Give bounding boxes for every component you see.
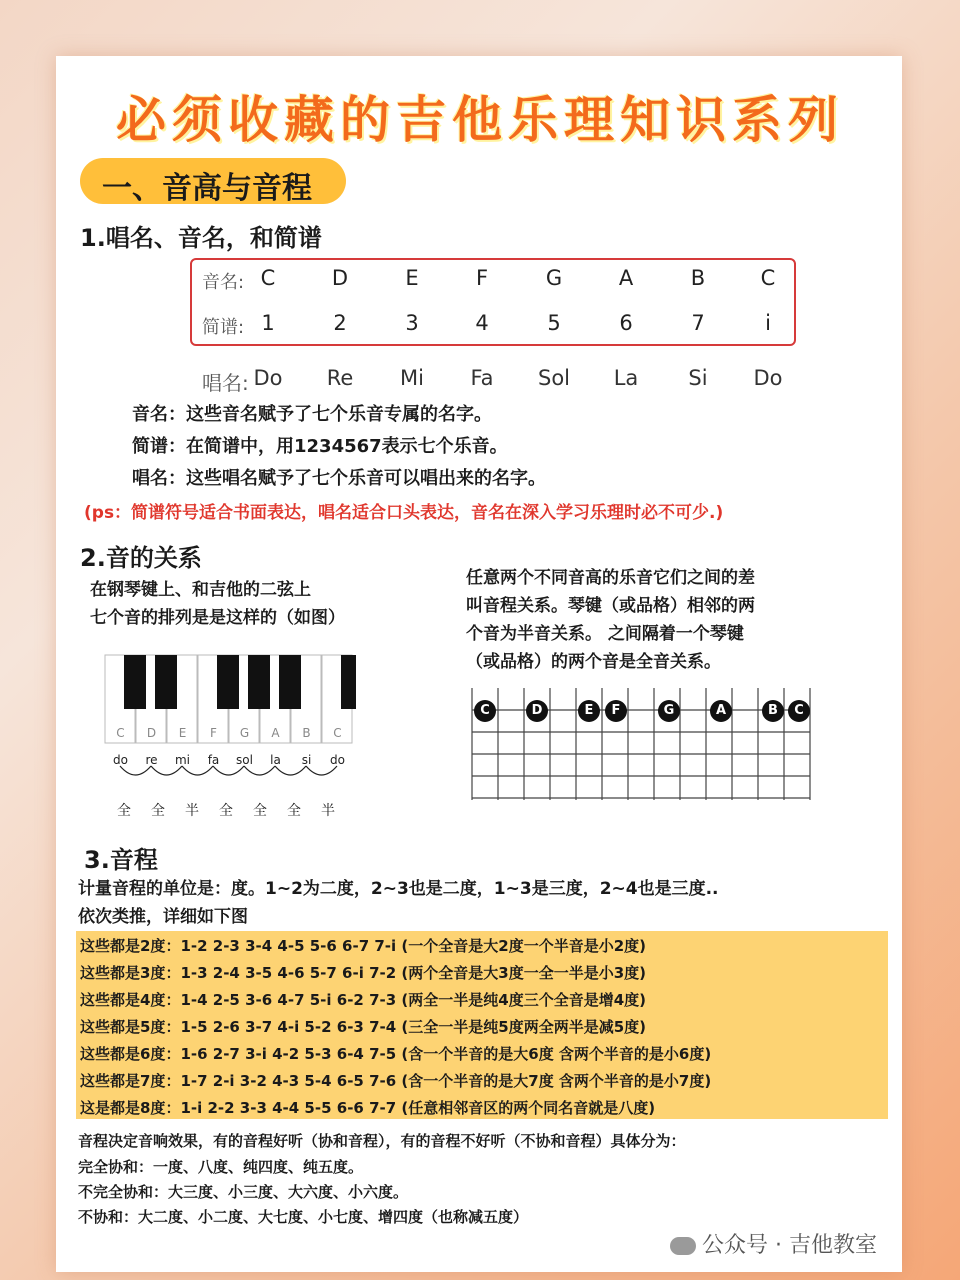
definition-note-name: 音名：这些音名赋予了七个乐音专属的名字。 bbox=[132, 404, 492, 425]
subsection-2-heading: 2.音的关系 bbox=[80, 544, 202, 572]
solfege-syllable: Fa bbox=[470, 366, 494, 390]
section-title: 一、音高与音程 bbox=[102, 171, 312, 206]
note-name: E bbox=[405, 266, 419, 290]
jianpu-number: 3 bbox=[405, 311, 419, 335]
subsection-1-heading: 1.唱名、音名，和简谱 bbox=[80, 224, 322, 252]
step-label: 全 bbox=[151, 803, 165, 819]
key-letter: C bbox=[116, 726, 125, 740]
step-arc bbox=[244, 766, 275, 775]
interval-row-5: 这些都是5度：1-5 2-6 3-7 4-i 5-2 6-3 7-4 (三全一半是纯5度两全两半是减5度) bbox=[80, 1018, 646, 1036]
key-solfege: fa bbox=[207, 753, 220, 767]
watermark bbox=[670, 1228, 877, 1259]
black-key bbox=[217, 655, 239, 709]
solfege-label: 唱名: bbox=[202, 371, 249, 395]
solfege-syllable: Si bbox=[688, 366, 708, 390]
key-letter: B bbox=[302, 726, 311, 740]
interval-row-6: 这些都是6度：1-6 2-7 3-i 4-2 5-3 6-4 7-5 (含一个半音的是大6度 含两个半音的是小6度) bbox=[80, 1045, 712, 1063]
jianpu-number: 5 bbox=[547, 311, 561, 335]
solfege-syllable: La bbox=[613, 366, 639, 390]
jianpu-number: 1 bbox=[261, 311, 275, 335]
fret-note-dot: A bbox=[710, 700, 732, 722]
consonance-intro: 音程决定音响效果，有的音程好听（协和音程），有的音程不好听（不协和音程）具体分为： bbox=[78, 1132, 686, 1150]
interval-row-4: 这些都是4度：1-4 2-5 3-6 4-7 5-i 6-2 7-3 (两全一半是纯4度三个全音是增4度) bbox=[80, 991, 646, 1009]
explanation-line: 个音为半音关系。 之间隔着一个琴键 bbox=[466, 624, 744, 644]
key-solfege: la bbox=[270, 753, 281, 767]
subsection-3-heading: 3.音程 bbox=[84, 846, 158, 874]
fret-note-dot: G bbox=[658, 700, 680, 722]
note-name: G bbox=[545, 266, 563, 290]
ps-note: (ps：简谱符号适合书面表达，唱名适合口头表达，音名在深入学习乐理时必不可少.) bbox=[84, 503, 724, 523]
piano-text bbox=[90, 576, 345, 632]
jianpu-number: 7 bbox=[691, 311, 705, 335]
wechat-icon bbox=[670, 1237, 696, 1255]
unit-text-1: 计量音程的单位是：度。1~2为二度，2~3也是二度，1~3是三度，2~4也是三度.. bbox=[78, 879, 719, 899]
interval-row-8: 这是都是8度：1-i 2-2 3-3 4-4 5-5 6-6 7-7 (任意相邻音区的两个同名音就是八度) bbox=[80, 1099, 656, 1117]
fret-note-dot: F bbox=[605, 700, 627, 722]
fret-note-dot: C bbox=[788, 700, 810, 722]
black-key bbox=[124, 655, 146, 709]
imperfect-consonance: 不完全协和：大三度、小三度、大六度、小六度。 bbox=[78, 1183, 409, 1201]
dissonance: 不协和：大二度、小二度、大七度、小七度、增四度（也称减五度） bbox=[78, 1208, 529, 1226]
step-label: 半 bbox=[185, 803, 199, 819]
black-key bbox=[155, 655, 177, 709]
step-arc bbox=[151, 766, 182, 775]
jianpu-number: i bbox=[765, 311, 771, 335]
jianpu-label: 简谱: bbox=[202, 317, 245, 338]
black-key bbox=[248, 655, 270, 709]
step-label: 全 bbox=[117, 803, 131, 819]
step-label: 全 bbox=[253, 803, 267, 819]
note-name: A bbox=[618, 266, 634, 290]
fretboard-diagram bbox=[470, 688, 812, 800]
solfege-syllable: Sol bbox=[537, 366, 570, 390]
note-name: B bbox=[690, 266, 706, 290]
key-solfege: sol bbox=[236, 753, 253, 767]
solfege-syllable: Do bbox=[753, 366, 783, 390]
key-solfege: mi bbox=[174, 753, 191, 767]
perfect-consonance: 完全协和：一度、八度、纯四度、纯五度。 bbox=[78, 1158, 364, 1176]
black-key bbox=[279, 655, 301, 709]
explanation-line: （或品格）的两个音是全音关系。 bbox=[466, 652, 721, 672]
section-header bbox=[80, 158, 346, 204]
interval-explanation bbox=[466, 564, 755, 676]
key-solfege: do bbox=[113, 753, 128, 767]
unit-text-2: 依次类推，详细如下图 bbox=[78, 907, 248, 927]
key-letter: C bbox=[333, 726, 342, 740]
key-letter: D bbox=[146, 726, 157, 740]
watermark-text: 公众号 · 吉他教室 bbox=[702, 1233, 877, 1258]
fret-note-dot: D bbox=[526, 700, 548, 722]
interval-row-7: 这些都是7度：1-7 2-i 3-2 4-3 5-4 6-5 7-6 (含一个半音的是大7度 含两个半音的是小7度) bbox=[80, 1072, 712, 1090]
step-label: 半 bbox=[321, 803, 335, 819]
note-name: D bbox=[331, 266, 349, 290]
step-label: 全 bbox=[287, 803, 301, 819]
step-arc bbox=[213, 766, 244, 775]
definition-solfege: 唱名：这些唱名赋予了七个乐音可以唱出来的名字。 bbox=[132, 468, 546, 489]
key-solfege: do bbox=[330, 753, 345, 767]
solfege-syllable: Do bbox=[253, 366, 283, 390]
key-letter: A bbox=[271, 726, 280, 740]
key-letter: E bbox=[178, 726, 187, 740]
interval-row-2: 这些都是2度：1-2 2-3 3-4 4-5 5-6 6-7 7-i (一个全音是大2度一个半音是小2度) bbox=[80, 937, 646, 955]
solfege-syllable: Mi bbox=[400, 366, 424, 390]
note-name: F bbox=[475, 266, 489, 290]
key-letter: G bbox=[239, 726, 250, 740]
key-solfege: re bbox=[145, 753, 158, 767]
explanation-line: 叫音程关系。琴键（或品格）相邻的两 bbox=[466, 596, 755, 616]
piano-text-line: 在钢琴键上、和吉他的二弦上 bbox=[90, 580, 311, 600]
note-name: C bbox=[760, 266, 776, 290]
step-arc bbox=[120, 766, 151, 775]
fret-note-dot: B bbox=[762, 700, 784, 722]
fret-note-dot: E bbox=[578, 700, 600, 722]
definition-jianpu: 简谱：在简谱中，用1234567表示七个乐音。 bbox=[132, 436, 508, 457]
jianpu-number: 4 bbox=[475, 311, 489, 335]
note-name: C bbox=[260, 266, 276, 290]
solfege-syllable: Re bbox=[326, 366, 354, 390]
note-name-label: 音名: bbox=[202, 272, 245, 293]
fret-note-dot: C bbox=[474, 700, 496, 722]
explanation-line: 任意两个不同音高的乐音它们之间的差 bbox=[466, 568, 755, 588]
step-arc bbox=[182, 766, 213, 775]
step-arc bbox=[306, 766, 337, 775]
step-label: 全 bbox=[219, 803, 233, 819]
jianpu-number: 2 bbox=[333, 311, 347, 335]
page-title: 必须收藏的吉他乐理知识系列 bbox=[116, 91, 844, 149]
key-solfege: si bbox=[301, 753, 312, 767]
key-letter: F bbox=[210, 726, 217, 740]
black-key bbox=[341, 655, 356, 709]
step-arc bbox=[275, 766, 306, 775]
jianpu-number: 6 bbox=[619, 311, 633, 335]
interval-row-3: 这些都是3度：1-3 2-4 3-5 4-6 5-7 6-i 7-2 (两个全音是大3度一全一半是小3度) bbox=[80, 964, 646, 982]
piano-text-line: 七个音的排列是是这样的（如图） bbox=[90, 608, 345, 628]
